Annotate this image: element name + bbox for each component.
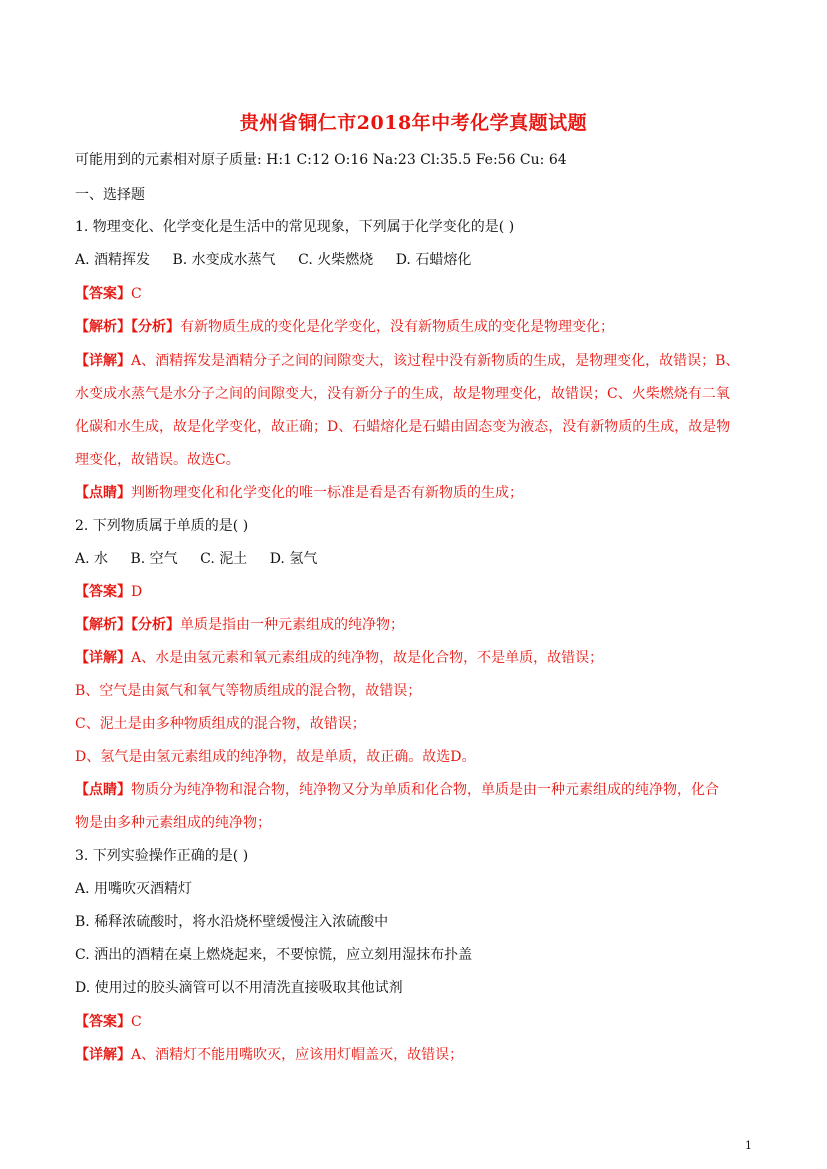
atomic-masses-line: 可能用到的元素相对原子质量: H:1 C:12 O:16 Na:23 Cl:35.5 Fe:56 Cu: 64 xyxy=(75,152,567,168)
q2-detail-line-2: B、空气是由氮气和氧气等物质组成的混合物，故错误； xyxy=(75,683,422,699)
q1-option-c: C. 火柴燃烧 xyxy=(298,252,374,268)
section-heading: 一、选择题 xyxy=(75,187,145,203)
q3-stem: 3. 下列实验操作正确的是( ) xyxy=(75,848,249,864)
fenxi-tag: 【分析】 xyxy=(131,319,180,335)
comment-tag: 【点睛】 xyxy=(75,782,131,798)
q1-option-a: A. 酒精挥发 xyxy=(75,252,151,268)
detail-tag: 【详解】 xyxy=(75,650,131,666)
q2-option-c: C. 泥土 xyxy=(200,551,248,567)
q2-detail-line-4: D、氢气是由氢元素组成的纯净物，故是单质，故正确。故选D。 xyxy=(75,749,476,765)
q1-option-d: D. 石蜡熔化 xyxy=(395,252,472,268)
q3-option-c: C. 洒出的酒精在桌上燃烧起来，不要惊慌，应立刻用湿抹布扑盖 xyxy=(75,947,473,963)
q2-detail-line-3: C、泥土是由多种物质组成的混合物，故错误； xyxy=(75,716,366,732)
q2-options xyxy=(75,549,755,569)
q1-option-b: B. 水变成水蒸气 xyxy=(172,252,276,268)
q2-stem: 2. 下列物质属于单质的是( ) xyxy=(75,518,249,534)
q2-comment-text: 物质分为纯净物和混合物，纯净物又分为单质和化合物，单质是由一种元素组成的纯净物，化合 xyxy=(131,782,719,798)
q1-answer xyxy=(75,284,755,304)
q3-option-d: D. 使用过的胶头滴管可以不用清洗直接吸取其他试剂 xyxy=(75,980,403,996)
answer-tag: 【答案】 xyxy=(75,1014,131,1030)
page-number: 1 xyxy=(745,1139,752,1152)
q1-analysis-text: 有新物质生成的变化是化学变化，没有新物质生成的变化是物理变化； xyxy=(180,319,614,335)
document-title: 贵州省铜仁市2018年中考化学真题试题 xyxy=(239,112,588,134)
q1-comment xyxy=(75,483,755,503)
detail-tag: 【详解】 xyxy=(75,1047,131,1063)
analysis-tag: 【解析】 xyxy=(75,617,131,633)
q1-stem: 1. 物理变化、化学变化是生活中的常见现象，下列属于化学变化的是( ) xyxy=(75,219,515,235)
q1-options xyxy=(75,250,755,270)
comment-tag: 【点睛】 xyxy=(75,485,131,501)
detail-tag: 【详解】 xyxy=(75,353,131,369)
analysis-tag: 【解析】 xyxy=(75,319,131,335)
q1-detail-text-1: A、酒精挥发是酒精分子之间的间隙变大，该过程中没有新物质的生成，是物理变化，故错误；B、 xyxy=(131,353,740,369)
q2-option-a: A. 水 xyxy=(75,551,109,567)
q3-detail xyxy=(75,1045,755,1065)
fenxi-tag: 【分析】 xyxy=(131,617,180,633)
q2-comment xyxy=(75,780,755,800)
q3-detail-text: A、酒精灯不能用嘴吹灭，应该用灯帽盖灭，故错误； xyxy=(131,1047,464,1063)
q2-answer xyxy=(75,582,755,602)
q1-answer-value: C xyxy=(131,286,142,302)
answer-tag: 【答案】 xyxy=(75,286,131,302)
q1-detail-line-2: 水变成水蒸气是水分子之间的间隙变大，没有新分子的生成，故是物理变化，故错误；C、火柴燃烧有二氧 xyxy=(75,386,730,402)
q1-analysis xyxy=(75,317,755,337)
answer-tag: 【答案】 xyxy=(75,584,131,600)
q2-detail-text-1: A、水是由氢元素和氧元素组成的纯净物，故是化合物，不是单质，故错误； xyxy=(131,650,604,666)
q3-answer xyxy=(75,1012,755,1032)
q1-detail-line-4: 理变化，故错误。故选C。 xyxy=(75,452,240,468)
q2-option-b: B. 空气 xyxy=(130,551,178,567)
q3-option-b: B. 稀释浓硫酸时，将水沿烧杯壁缓慢注入浓硫酸中 xyxy=(75,914,389,930)
q3-answer-value: C xyxy=(131,1014,142,1030)
q2-detail-line-1 xyxy=(75,648,755,668)
q2-option-d: D. 氢气 xyxy=(269,551,318,567)
q2-analysis-text: 单质是指由一种元素组成的纯净物； xyxy=(180,617,404,633)
q1-detail-line-3: 化碳和水生成，故是化学变化，故正确；D、石蜡熔化是石蜡由固态变为液态，没有新物质的生成，故是物 xyxy=(75,419,731,435)
q3-option-a: A. 用嘴吹灭酒精灯 xyxy=(75,881,193,897)
q2-answer-value: D xyxy=(131,584,143,600)
q2-analysis xyxy=(75,615,755,635)
q1-detail-line-1 xyxy=(75,351,755,371)
q2-comment-cont: 物是由多种元素组成的纯净物； xyxy=(75,815,271,831)
q1-comment-text: 判断物理变化和化学变化的唯一标准是看是否有新物质的生成； xyxy=(131,485,523,501)
